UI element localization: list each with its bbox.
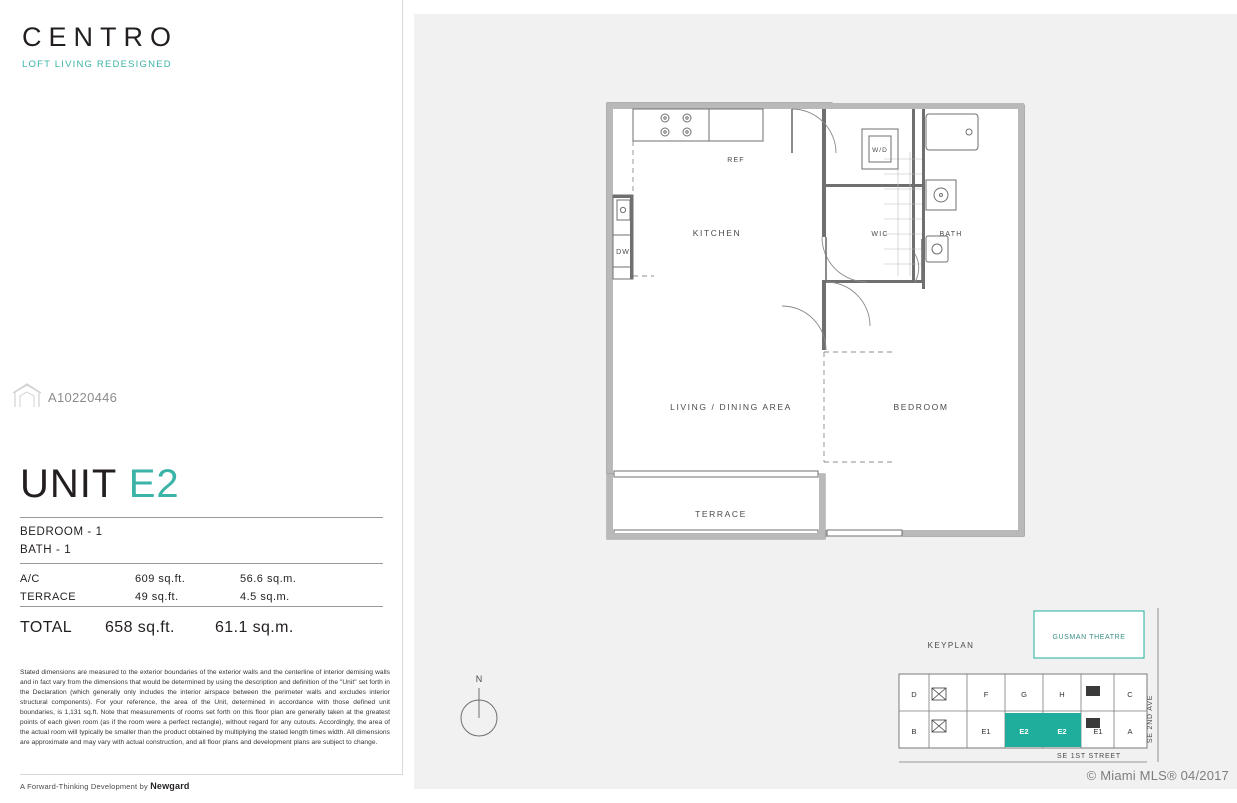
realtor-logo-icon — [10, 380, 44, 414]
watermark-text: © Miami MLS® 04/2017 — [1086, 768, 1229, 783]
floorplan-drawing — [414, 14, 1237, 789]
developer-name: Newgard — [150, 781, 190, 791]
bath-count: BATH - 1 — [20, 543, 72, 556]
keyplan-unit-B: B — [911, 727, 917, 736]
keyplan-title: KEYPLAN — [927, 641, 975, 650]
appliance-label-wd: W/D — [872, 147, 888, 154]
total-row — [20, 619, 383, 637]
area-label: TERRACE — [20, 590, 77, 603]
area-sqm: 4.5 sq.m. — [240, 590, 290, 603]
keyplan-unit-C: C — [1127, 690, 1133, 699]
keyplan-street-right: SE 2ND AVE — [1147, 694, 1154, 744]
unit-title-prefix: UNIT — [20, 462, 117, 506]
keyplan-unit-H: H — [1059, 690, 1065, 699]
floorplan-panel — [414, 14, 1237, 789]
disclaimer-text: Stated dimensions are measured to the exterior boundaries of the exterior walls and the centerline of interior demising walls and in fact vary from the dimensions that would be determined by using the description and definition of the "Unit" set forth in the Declaration (which generally only includes the interior airspace between the perimeter walls and excludes interior structural components). For your reference, the area of the Unit, determined in accordance with those defined unit boundaries, is 1,131 sq.ft. Note that measurements of rooms set forth on this floor plan are generally taken at the greatest points of each given room (as if the room were a perfect rectangle), without regard for any cutouts. Accordingly, the area of the actual room will typically be smaller than the product obtained by multiplying the stated length times width. All dimensions are approximate and may vary with actual construction, and all floor plans and development plans are subject to change. — [20, 669, 390, 747]
keyplan-unit-E2-right: E2 — [1057, 727, 1067, 736]
area-table — [20, 571, 383, 606]
room-label-bedroom: BEDROOM — [893, 402, 949, 412]
area-sqft: 49 sq.ft. — [135, 590, 179, 603]
room-label-kitchen: KITCHEN — [692, 228, 742, 238]
keyplan-anchor-label: GUSMAN THEATRE — [1052, 634, 1126, 641]
compass-icon — [449, 670, 509, 744]
keyplan-unit-F: F — [983, 690, 989, 699]
area-sqm: 56.6 sq.m. — [240, 573, 297, 585]
area-sqft: 609 sq.ft. — [135, 573, 186, 585]
bed-bath-block — [20, 524, 103, 560]
brand-block — [22, 24, 178, 70]
developer-credit — [20, 781, 190, 791]
appliance-label-ref: REF — [727, 157, 745, 164]
brand-name: CENTRO — [22, 22, 178, 52]
table-row — [20, 571, 383, 589]
area-label: A/C — [20, 573, 40, 585]
credit-prefix: A Forward-Thinking Development by — [20, 782, 148, 791]
panel-divider — [402, 0, 403, 775]
mls-id-row — [10, 380, 117, 414]
divider-2 — [20, 563, 383, 564]
keyplan-unit-G: G — [1021, 690, 1027, 699]
keyplan-unit-D: D — [911, 690, 917, 699]
keyplan-unit-A: A — [1127, 727, 1133, 736]
room-label-terrace: TERRACE — [695, 509, 747, 519]
keyplan-street-bottom: SE 1ST STREET — [1057, 753, 1121, 760]
keyplan-unit-E1-right: E1 — [1093, 727, 1103, 736]
keyplan-unit-E2-left: E2 — [1019, 727, 1029, 736]
keyplan-unit-E1-left: E1 — [981, 727, 991, 736]
room-label-bath: BATH — [939, 231, 963, 238]
total-sqft: 658 sq.ft. — [105, 619, 175, 636]
bedroom-count: BEDROOM - 1 — [20, 526, 103, 538]
page-title — [20, 462, 180, 507]
info-panel — [0, 0, 414, 803]
mls-id-text: A10220446 — [48, 389, 118, 405]
brand-tagline: LOFT LIVING REDESIGNED — [22, 59, 172, 70]
room-label-living: LIVING / DINING AREA — [670, 402, 792, 412]
unit-code: E2 — [128, 462, 180, 506]
appliance-label-dw: DW — [616, 249, 630, 256]
divider-bottom — [20, 774, 402, 775]
room-label-wic: WIC — [871, 231, 889, 238]
table-row — [20, 589, 383, 607]
divider-3 — [20, 606, 383, 607]
total-sqm: 61.1 sq.m. — [215, 619, 294, 636]
compass-label: N — [475, 674, 483, 684]
total-label: TOTAL — [20, 619, 73, 636]
divider-1 — [20, 517, 383, 518]
